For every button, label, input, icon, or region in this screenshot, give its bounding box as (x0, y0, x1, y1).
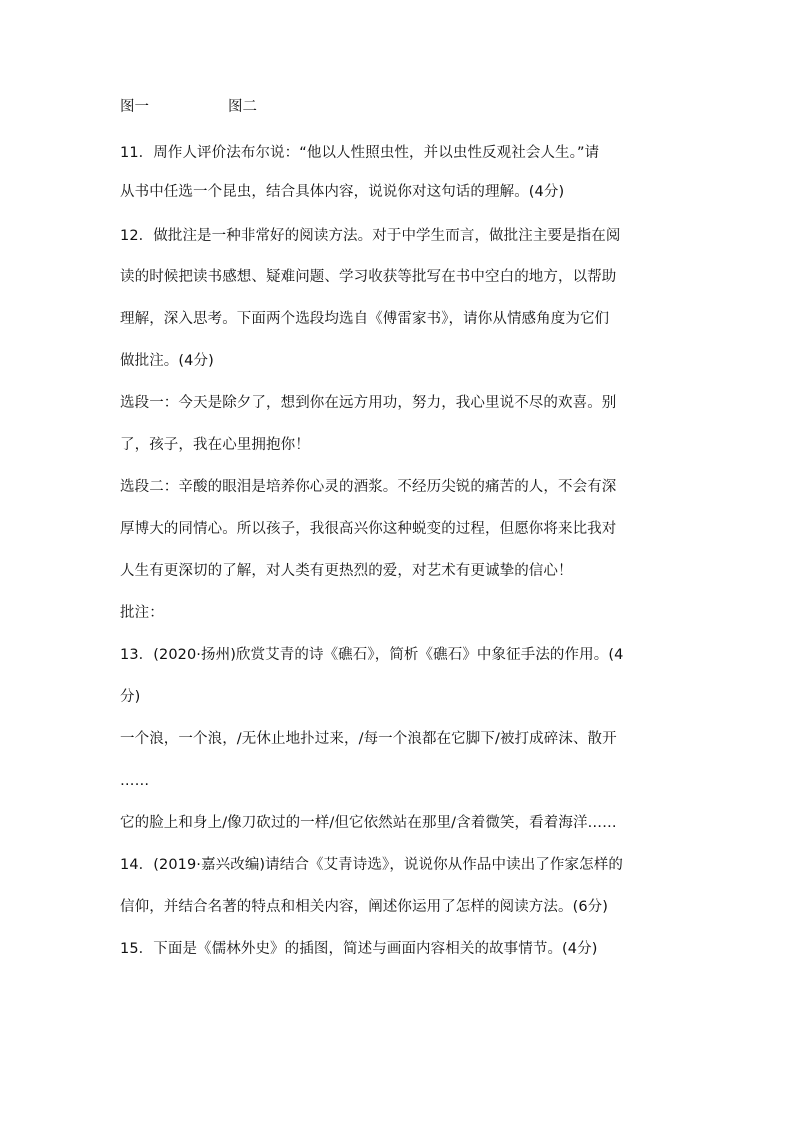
poem-line-1: 一个浪，一个浪，/无休止地扑过来，/每一个浪都在它脚下/被打成碎沫、散开 (120, 731, 617, 747)
question-11-line-1: 11．周作人评价法布尔说：“他以人性照虫性，并以虫性反观社会人生。”请 (120, 145, 600, 161)
annotation-label: 批注： (120, 605, 164, 621)
question-14-line-1: 14．(2019·嘉兴改编)请结合《艾青诗选》，说说你从作品中读出了作家怎样的 (120, 857, 623, 873)
question-13-line-2: 分) (120, 689, 141, 705)
question-14-line-2: 信仰，并结合名著的特点和相关内容，阐述你运用了怎样的阅读方法。(6分) (120, 899, 609, 915)
question-12-line-2: 读的时候把读书感想、疑难问题、学习收获等批写在书中空白的地方，以帮助 (120, 269, 617, 285)
question-12-line-3: 理解，深入思考。下面两个选段均选自《傅雷家书》，请你从情感角度为它们 (120, 311, 610, 327)
excerpt-2-line-1: 选段二：辛酸的眼泪是培养你心灵的酒浆。不经历尖锐的痛苦的人，不会有深 (120, 479, 617, 495)
question-12-line-1: 12．做批注是一种非常好的阅读方法。对于中学生而言，做批注主要是指在阅 (120, 228, 621, 244)
figure-labels (120, 97, 420, 117)
figure-label-1: 图一 (120, 99, 149, 115)
excerpt-1-line-1: 选段一：今天是除夕了，想到你在远方用功，努力，我心里说不尽的欢喜。别 (120, 395, 617, 411)
excerpt-2-line-3: 人生有更深切的了解，对人类有更热烈的爱，对艺术有更诚挚的信心！ (120, 563, 573, 579)
question-11-line-2: 从书中任选一个昆虫，结合具体内容，说说你对这句话的理解。(4分) (120, 184, 565, 200)
question-12-line-4: 做批注。(4分) (120, 353, 214, 369)
figure-label-2: 图二 (228, 99, 257, 115)
poem-line-2: …… (120, 773, 150, 789)
poem-line-3: 它的脸上和身上/像刀砍过的一样/但它依然站在那里/含着微笑，看着海洋…… (120, 815, 617, 831)
excerpt-1-line-2: 了，孩子，我在心里拥抱你！ (120, 437, 310, 453)
question-13-line-1: 13．(2020·扬州)欣赏艾青的诗《礁石》，简析《礁石》中象征手法的作用。(4 (120, 647, 624, 663)
excerpt-2-line-2: 厚博大的同情心。所以孩子，我很高兴你这种蜕变的过程，但愿你将来比我对 (120, 521, 617, 537)
question-15-line-1: 15．下面是《儒林外史》的插图，简述与画面内容相关的故事情节。(4分) (120, 941, 598, 957)
